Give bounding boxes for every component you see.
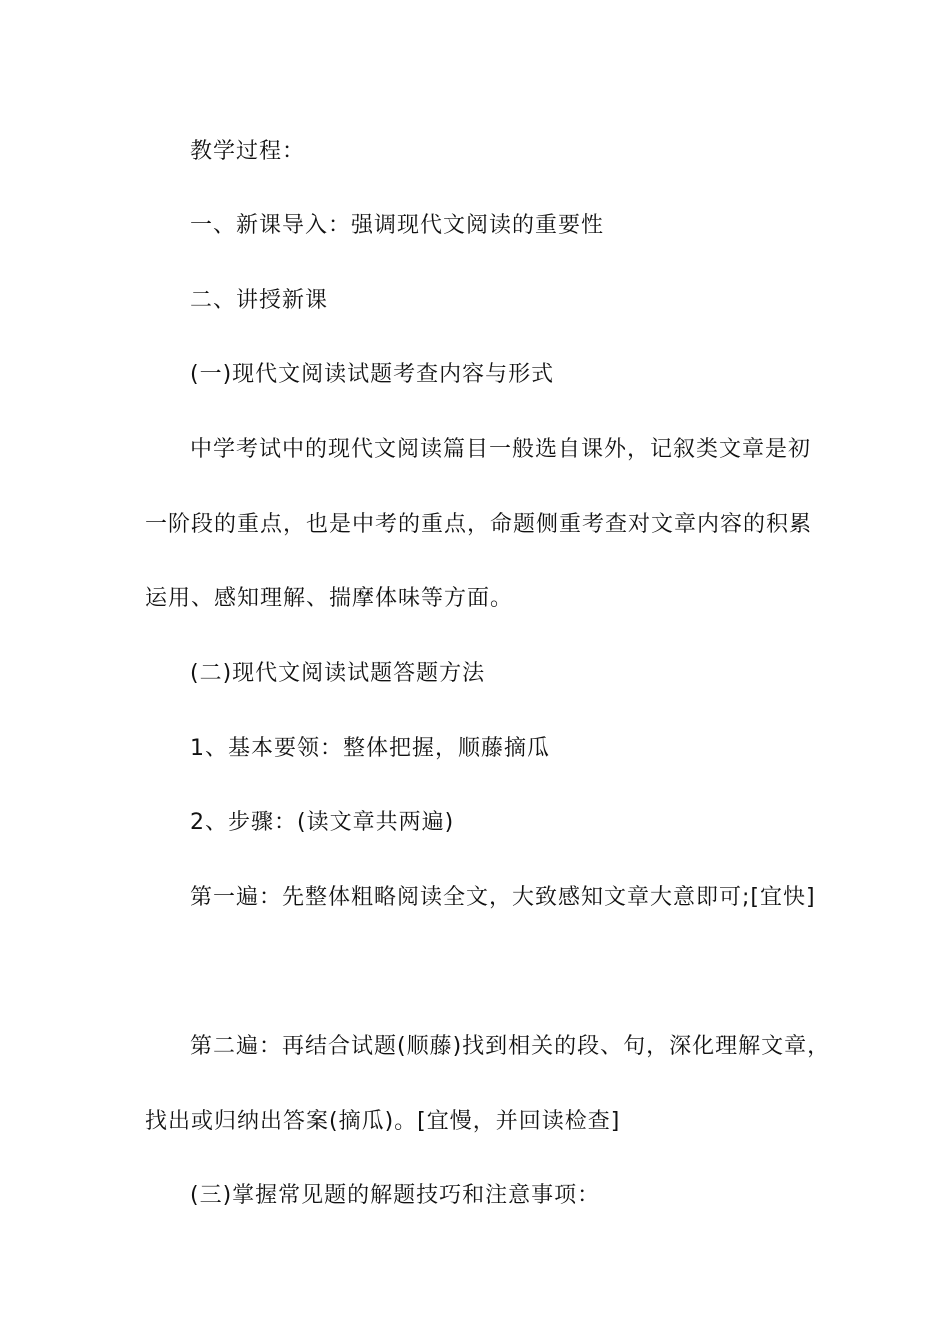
paragraph-line: 第二遍：再结合试题(顺藤)找到相关的段、句，深化理解文章， (190, 1034, 831, 1059)
section-one-heading: 一、新课导入：强调现代文阅读的重要性 (190, 213, 605, 238)
heading-teaching-process: 教学过程： (190, 139, 306, 164)
subsection-three-heading: (三)掌握常见题的解题技巧和注意事项： (190, 1183, 601, 1208)
paragraph-line: 中学考试中的现代文阅读篇目一般选自课外，记叙类文章是初 (190, 437, 812, 462)
paragraph-line: 第一遍：先整体粗略阅读全文，大致感知文章大意即可;[宜快] (190, 885, 816, 910)
section-two-heading: 二、讲授新课 (190, 288, 329, 313)
list-item: 2、步骤：(读文章共两遍) (190, 810, 455, 835)
paragraph-line: 运用、感知理解、揣摩体味等方面。 (145, 586, 514, 611)
subsection-two-heading: (二)现代文阅读试题答题方法 (190, 661, 486, 686)
paragraph-line: 找出或归纳出答案(摘瓜)。[宜慢，并回读检查] (145, 1109, 621, 1134)
paragraph-line: 一阶段的重点，也是中考的重点，命题侧重考查对文章内容的积累 (145, 512, 813, 537)
subsection-one-heading: (一)现代文阅读试题考查内容与形式 (190, 362, 555, 387)
list-item: 1、基本要领：整体把握，顺藤摘瓜 (190, 736, 550, 761)
